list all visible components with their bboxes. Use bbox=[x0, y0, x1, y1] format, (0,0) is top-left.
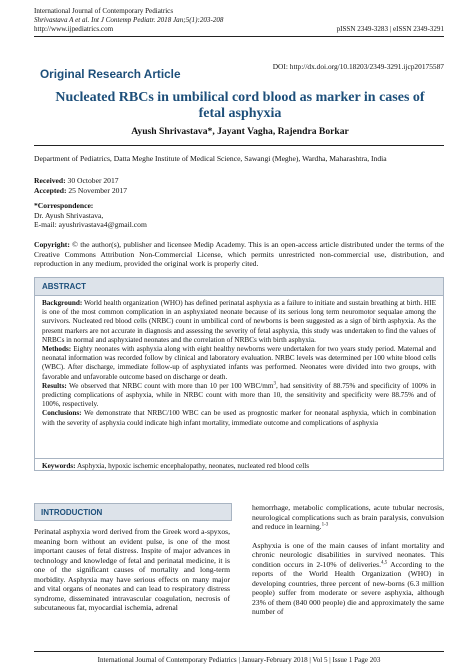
footer-divider bbox=[34, 651, 444, 652]
title-line-2: fetal asphyxia bbox=[198, 106, 282, 121]
abstract-background: Background: World health organization (WHO) has defined perinatal asphyxia as a failure to initiate and sustain breathing at birth. HIE is one of the most common complication in an asphyxiated neonate because of its serious long term neuromotor sequalae among the survivors. Nucleated red blood cells (NRBC) count in umbilical cord of newborns is been suggested as a sign of birth asphyxia. As the present markers are not accurate in diagnosis and assessing the severity of fetal asphyxia, this study was undertaken to find the values of NRBCs in normal and asphyxiated neonates and the correlation of NRBCs with birth asphyxia. bbox=[42, 299, 436, 344]
issn-line: pISSN 2349-3283 | eISSN 2349-3291 bbox=[336, 25, 444, 33]
citation-line: Shrivastava A et al. Int J Contemp Pediatr. 2018 Jan;5(1):203-208 bbox=[34, 16, 224, 24]
correspondence-block bbox=[34, 201, 147, 230]
intro-paragraph: Asphyxia is one of the main causes of infant mortality and chronic neurologic disabilities in survived neonates. This condition occurs in 2-10% of deliveries.$^{4,5}$ According to the reports of the World Health Organization (WHO) in developing countries, three percent of new-borns (6.3 million people) suffer from moderate or severe asphyxia, although 23% of them (840 000 people) die and approximately the same number of bbox=[252, 540, 444, 617]
title-line-1: Nucleated RBCs in umbilical cord blood as marker in cases of bbox=[55, 90, 425, 105]
header-divider bbox=[34, 36, 444, 37]
author-list: Ayush Shrivastava*, Jayant Vagha, Rajendra Borkar bbox=[131, 126, 349, 137]
correspondence-label: *Correspondence: bbox=[34, 201, 94, 210]
correspondence-name: Dr. Ayush Shrivastava, bbox=[34, 210, 104, 220]
doi-link[interactable]: DOI: http://dx.doi.org/10.18203/2349-3291.ijcp20175587 bbox=[272, 62, 444, 71]
body-column-right bbox=[252, 503, 444, 626]
received-date: Received: 30 October 2017 bbox=[34, 176, 119, 185]
abstract-body bbox=[42, 299, 436, 428]
abstract-results: Results: We observed that NRBC count with more than 10 per 100 WBC/$mm^3$, had sensitivity of 88.75% and specificity of 100% in predicting complications of asphyxia, while in NRBC count with more than 10, the sensitivity and specificity were 88.75% and of 100%, respectively. bbox=[42, 381, 436, 409]
introduction-heading: INTRODUCTION bbox=[41, 508, 103, 517]
affiliation: Department of Pediatrics, Datta Meghe Institute of Medical Science, Sawangi (Meghe), Wardha, Maharashtra, India bbox=[34, 154, 387, 163]
intro-paragraph: hemorrhage, metabolic complications, acute tubular necrosis, neurological complications such as brain paralysis, convulsion and reduce in learning.$^{1-3}$ bbox=[252, 503, 444, 532]
copyright-notice: Copyright: © the author(s), publisher and licensee Medip Academy. This is an open-access article distributed under the terms of the Creative Commons Attribution Non-Commercial License, which permits unrestricted non-commercial use, distribution, and reproduction in any medium, provided the original work is properly cited. bbox=[34, 240, 444, 269]
abstract-methods: Methods: Eighty neonates with asphyxia along with eight healthy newborns were undertaken for two years study period. Maternal and neonatal information was recorded follow by clinical and laboratory evaluation. NRBC levels was determined per 100 white blood cells (WBC). After discharge, immediate follow-up of asphyxiated infants was performed. Neonates were divided into two groups, with favorable and unfavorable outcome based on discharge or death. bbox=[42, 345, 436, 381]
page-footer: International Journal of Contemporary Pediatrics | January-February 2018 | Vol 5 | Issue 1 Page 203 bbox=[97, 656, 381, 664]
correspondence-email[interactable]: E-mail: ayushrivastava4@gmail.com bbox=[34, 220, 147, 230]
abstract-conclusions: Conclusions: We demonstrate that NRBC/100 WBC can be used as prognostic marker for neonatal asphyxia, which in combination with the severity of asphyxia could indicate high infant mortality, immediate outcome and complications of asphyxia bbox=[42, 409, 436, 427]
accepted-date: Accepted: 25 November 2017 bbox=[34, 185, 128, 195]
body-column-left bbox=[34, 527, 230, 622]
journal-url-link[interactable]: http://www.ijpediatrics.com bbox=[34, 25, 114, 33]
journal-name: International Journal of Contemporary Pediatrics bbox=[34, 7, 174, 15]
intro-paragraph: Perinatal asphyxia word derived from the Greek word a-spyxos, meaning born without an evident pulse, is one of the most important causes of fetal distress. Inspite of major advances in technology and knowledge of fetal and perinatal medicine, it is one of the significant causes of mortality and long-term morbidity. Asphyxia may have serious effects on many major and vital organs of neonates and can lead to respiratory distress syndrome, disseminated intravascular coagulation, necrosis of subcutaneous fat, myocardial ischemia, adrenal bbox=[34, 527, 230, 613]
abstract-heading: ABSTRACT bbox=[42, 282, 86, 291]
article-dates bbox=[34, 176, 127, 195]
article-type-label: Original Research Article bbox=[40, 67, 181, 81]
article-title bbox=[40, 90, 440, 122]
keywords: Keywords: Asphyxia, hypoxic ischemic encephalopathy, neonates, nucleated red blood cells bbox=[35, 458, 443, 471]
introduction-header bbox=[34, 503, 232, 521]
authors-divider bbox=[34, 145, 444, 146]
abstract-header bbox=[35, 278, 443, 296]
abstract-box bbox=[34, 277, 444, 471]
